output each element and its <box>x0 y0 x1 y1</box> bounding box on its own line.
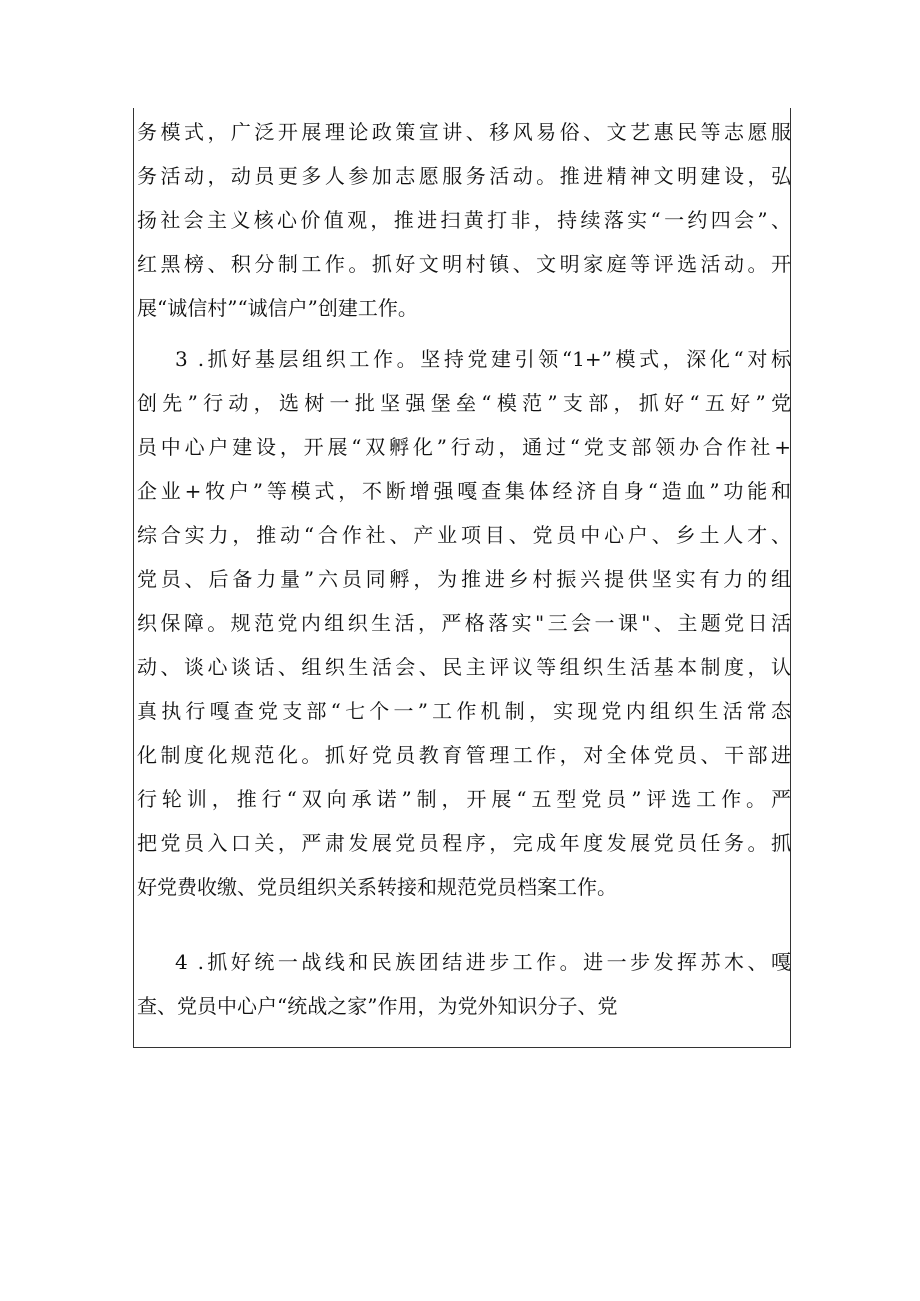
text-line: 综合实力，推动“合作社、产业项目、党员中心户、乡土人才、 <box>137 523 791 547</box>
text-line: 务活动，动员更多人参加志愿服务活动。推进精神文明建设，弘 <box>137 164 791 188</box>
text-line: 好党费收缴、党员组织关系转接和规范党员档案工作。 <box>137 875 617 899</box>
text-line: 行轮训，推行“双向承诺”制，开展“五型党员”评选工作。严 <box>137 787 791 811</box>
text-line: 创先”行动，选树一批坚强堡垒“模范”支部，抓好“五好”党 <box>137 391 791 415</box>
text-line: 红黑榜、积分制工作。抓好文明村镇、文明家庭等评选活动。开 <box>137 252 791 276</box>
text-line: 员中心户建设，开展“双孵化”行动，通过“党支部领办合作社+ <box>137 435 791 459</box>
text-line: 化制度化规范化。抓好党员教育管理工作，对全体党员、干部进 <box>137 743 791 767</box>
text-line: 务模式，广泛开展理论政策宣讲、移风易俗、文艺惠民等志愿服 <box>137 120 791 144</box>
text-line: 真执行嘎查党支部“七个一”工作机制，实现党内组织生活常态 <box>137 699 791 723</box>
text-line: 展“诚信村”“诚信户”创建工作。 <box>137 296 418 320</box>
text-line: 党员、后备力量”六员同孵，为推进乡村振兴提供坚实有力的组 <box>137 567 791 591</box>
text-line: 查、党员中心户“统战之家”作用，为党外知识分子、党 <box>137 994 618 1018</box>
paragraph-united-front <box>137 940 791 1028</box>
paragraph-volunteer-services <box>137 110 791 330</box>
paragraph-grassroots-organization <box>137 337 791 909</box>
text-line: 把党员入口关，严肃发展党员程序，完成年度发展党员任务。抓 <box>137 831 791 855</box>
text-line: 织保障。规范党内组织生活，严格落实"三会一课"、主题党日活 <box>137 611 791 635</box>
section-heading-line: 4 .抓好统一战线和民族团结进步工作。进一步发挥苏木、嘎 <box>175 950 791 974</box>
text-line: 扬社会主义核心价值观，推进扫黄打非，持续落实“一约四会”、 <box>137 208 791 232</box>
text-line: 动、谈心谈话、组织生活会、民主评议等组织生活基本制度，认 <box>137 655 791 679</box>
text-line: 企业+牧户”等模式，不断增强嘎查集体经济自身“造血”功能和 <box>137 479 791 503</box>
section-heading-line: 3 .抓好基层组织工作。坚持党建引领“1+”模式，深化“对标 <box>175 347 791 371</box>
